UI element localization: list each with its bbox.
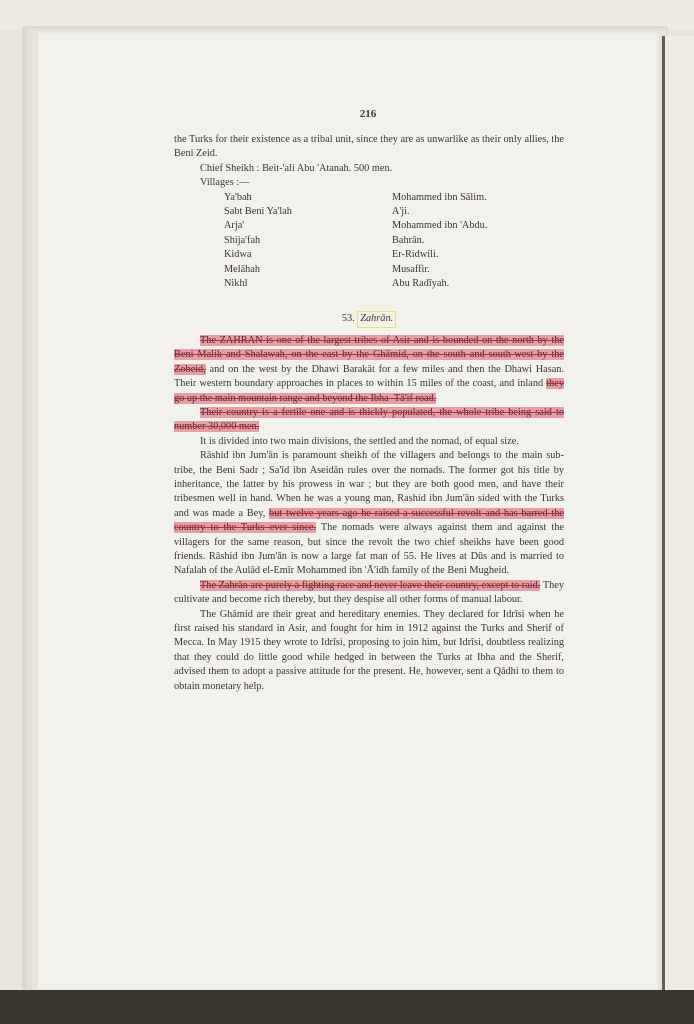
village-name: Nikhl: [224, 278, 248, 290]
village-row: [224, 234, 487, 248]
village-row: [224, 263, 487, 277]
village-headman: Mohammed ibn Sālim.: [392, 191, 487, 203]
paragraph-divisions: It is divided into two main divisions, the settled and the nomad, of equal size.: [200, 435, 519, 447]
village-row: [224, 191, 487, 205]
paragraph-sheikhs: [174, 449, 564, 579]
highlight: Their country is a fertile one and is thickly populated, the whole tribe being said to number 30,000 men.: [174, 406, 564, 433]
text-run: and on the west by the Dhawi Barakāt for a few miles and then the Dhawi Hasan. Their western boundary approaches in places to within 15 miles of the coast, and inland: [174, 363, 565, 390]
paragraph-ghamid: The Ghāmid are their great and hereditary enemies. They declared for Idrīsi when he first raised his standard in Asir, and fought for him in 1912 against the Turks and Sherif of Mecca. In May 1915 they wrote to Idrīsi, proposing to join him, but Idrīsi, doubtless realizing that they could do little good while hedged in between the Turks at Ibha and the Sherif, advised them to adopt a passive attitude for the present. He, however, sent a Qādhi to them to obtain monetary help.: [174, 608, 564, 692]
highlight: they go up the main mountain range and beyond the Ibha–Tā'if road.: [174, 378, 564, 404]
page-number: 216: [359, 108, 377, 120]
intro-paragraph: the Turks for their existence as a tribal unit, since they are as unwarlike as their only allies, the Beni Zeid.: [174, 134, 564, 160]
section-number: 53.: [341, 313, 355, 325]
village-headman: A'ji.: [392, 206, 410, 218]
village-headman: Musaffir.: [392, 263, 430, 275]
highlight: The ZAHRAN is one of the largest tribes of Asir and is bounded on the north by the Beni Malik and Shalawah, on the east by the Ghāmid, on the south and south-west by the Zobeid,: [174, 334, 564, 375]
facing-page-edge: [662, 36, 694, 990]
villages-label: Villages :—: [200, 177, 250, 189]
text-run: Rāshid ibn Jum'ān is paramount sheikh of the villagers and belongs to the main sub-tribe, the Beni Sadr ; Sa'īd ibn Aseidān rules over the nomads. The former got his title by inheritance, the latter by his prowess in war ; but they are both good men, and have their tribesmen well in hand. When he was a young man, Rashid ibn Jum'ān sided with the Turks and was made a Bey,: [174, 450, 564, 519]
village-row: [224, 205, 487, 219]
village-name: Kidwa: [224, 249, 252, 261]
paragraph-boundaries: [174, 334, 564, 406]
highlight: but twelve years ago he raised a successful revolt and has barred the country to the Turks ever since.: [174, 507, 564, 534]
highlight: The Zahrān are purely a fighting race and never leave their country, except to raid.: [200, 579, 541, 591]
text-run: They cultivate and become rich thereby, but they despise all other forms of manual labour.: [174, 579, 564, 606]
village-headman: Bahrān.: [392, 234, 425, 246]
village-row: [224, 248, 487, 262]
village-name: Ya'bah: [224, 191, 252, 203]
section-heading: [174, 311, 564, 327]
paragraph-population: [174, 406, 564, 435]
village-row: [224, 277, 487, 291]
page-body: [174, 133, 564, 694]
paragraph-fighting-race: [174, 579, 564, 608]
chief-sheikh-line: Chief Sheikh : Beit-'ali Abu 'Atanah. 500 men.: [200, 162, 393, 174]
villages-table: [224, 191, 487, 292]
village-name: Arja': [224, 220, 245, 232]
village-headman: Abu Radīyah.: [392, 278, 450, 290]
village-name: Shija'fah: [224, 234, 261, 246]
background-bottom: [0, 990, 694, 1024]
section-title: Zahrān.: [357, 311, 396, 327]
text-run: The nomads were always against them and against the villagers for the same reason, but since the revolt the two chief sheikhs have been good friends. Rāshid ibn Jum'ān is now a large fat man of 55. He lives at Dūs and is married to Nafalah of the Aulād el-Emīr Mohammed ibn 'Ā'idh family of the Beni Mugheid.: [174, 522, 564, 577]
village-name: Sabt Beni Ya'lah: [224, 206, 292, 218]
village-name: Melāhah: [224, 263, 261, 275]
village-headman: Er-Ridwili.: [392, 249, 439, 261]
village-row: [224, 219, 487, 233]
village-headman: Mohammed ibn 'Abdu.: [392, 220, 488, 232]
